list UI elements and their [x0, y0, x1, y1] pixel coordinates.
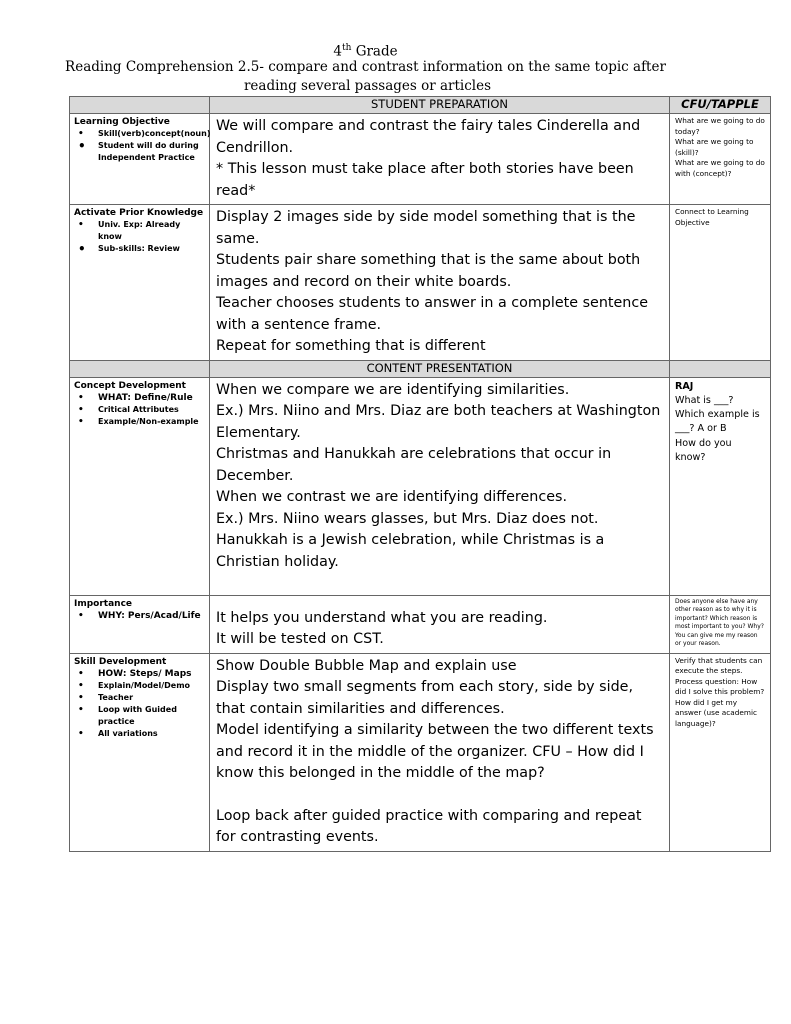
learning-objective-content: We will compare and contrast the fairy tales Cinderella and Cendrillon. * This lesson must take place after both stories have been read* [210, 114, 670, 205]
bullet: • WHAT: Define/Rule [74, 392, 205, 404]
activate-prior-cfu: Connect to Learning Objective [670, 205, 771, 361]
student-preparation-header-row [70, 97, 771, 114]
learning-objective-cfu: What are we going to do today? What are we going to (skill)? What are we going to do with (concept)? [670, 114, 771, 205]
skill-development-row [70, 653, 771, 851]
lesson-plan-table [69, 96, 771, 852]
header-blank-cell [70, 97, 210, 114]
lesson-title-line2: reading several passages or articles [243, 78, 492, 94]
concept-development-cfu: RAJ What is ___? Which example is ___? A or B How do you know? [670, 377, 771, 595]
importance-label: Importance • WHY: Pers/Acad/Life [70, 595, 210, 653]
importance-content: It helps you understand what you are reading. It will be tested on CST. [210, 595, 670, 653]
skill-development-label: Skill Development • HOW: Steps/ Maps • Explain/Model/Demo • Teacher • Loop with Guided practice • All variations [70, 653, 210, 851]
content-presentation-header-row [70, 360, 771, 377]
bullet: • Loop with Guided practice [74, 704, 205, 728]
header-blank-cell [670, 360, 771, 377]
learning-objective-row [70, 114, 771, 205]
content-presentation-header: CONTENT PRESENTATION [210, 360, 670, 377]
grade-heading: 4th Grade [333, 43, 398, 60]
bullet: • Critical Attributes [74, 404, 205, 416]
bullet: • Student will do during Independent Practice [74, 140, 205, 164]
bullet: • Teacher [74, 692, 205, 704]
bullet: • Explain/Model/Demo [74, 680, 205, 692]
bullet: • Example/Non-example [74, 416, 205, 428]
activate-prior-label: Activate Prior Knowledge • Univ. Exp: Already know • Sub-skills: Review [70, 205, 210, 361]
concept-development-label: Concept Development • WHAT: Define/Rule • Critical Attributes • Example/Non-example [70, 377, 210, 595]
bullet: • WHY: Pers/Acad/Life [74, 610, 205, 622]
header-blank-cell [70, 360, 210, 377]
concept-development-content: When we compare we are identifying similarities. Ex.) Mrs. Niino and Mrs. Diaz are both teachers at Washington Elementary. Christmas and Hanukkah are celebrations that occur in December. When we contrast we are identifying differences. Ex.) Mrs. Niino wears glasses, but Mrs. Diaz does not. Hanukkah is a Jewish celebration, while Christmas is a Christian holiday. [210, 377, 670, 595]
activate-prior-row [70, 205, 771, 361]
bullet: • Skill(verb)concept(noun) [74, 128, 205, 140]
importance-row [70, 595, 771, 653]
activate-prior-content: Display 2 images side by side model something that is the same. Students pair share something that is the same about both images and record on their white boards. Teacher chooses students to answer in a complete sentence with a sentence frame. Repeat for something that is different [210, 205, 670, 361]
skill-development-cfu: Verify that students can execute the steps. Process question: How did I solve this problem? How did I get my answer (use academic language)? [670, 653, 771, 851]
student-preparation-header: STUDENT PREPARATION [210, 97, 670, 114]
bullet: • HOW: Steps/ Maps [74, 668, 205, 680]
learning-objective-label: Learning Objective • Skill(verb)concept(noun) • Student will do during Independent Practice [70, 114, 210, 205]
bullet: • All variations [74, 728, 205, 740]
concept-development-row [70, 377, 771, 595]
lesson-title-line1: Reading Comprehension 2.5- compare and contrast information on the same topic after [65, 59, 666, 75]
cfu-tapple-header: CFU/TAPPLE [670, 97, 771, 114]
skill-development-content: Show Double Bubble Map and explain use Display two small segments from each story, side by side, that contain similarities and differences. Model identifying a similarity between the two different texts and record it in the middle of the organizer. CFU – How did I know this belonged in the middle of the map? Loop back after guided practice with comparing and repeat for contrasting events. [210, 653, 670, 851]
bullet: • Univ. Exp: Already know [74, 219, 205, 243]
bullet: • Sub-skills: Review [74, 243, 205, 255]
importance-cfu: Does anyone else have any other reason as to why it is important? Which reason is most important to you? Why? You can give me my reason or your reason. [670, 595, 771, 653]
